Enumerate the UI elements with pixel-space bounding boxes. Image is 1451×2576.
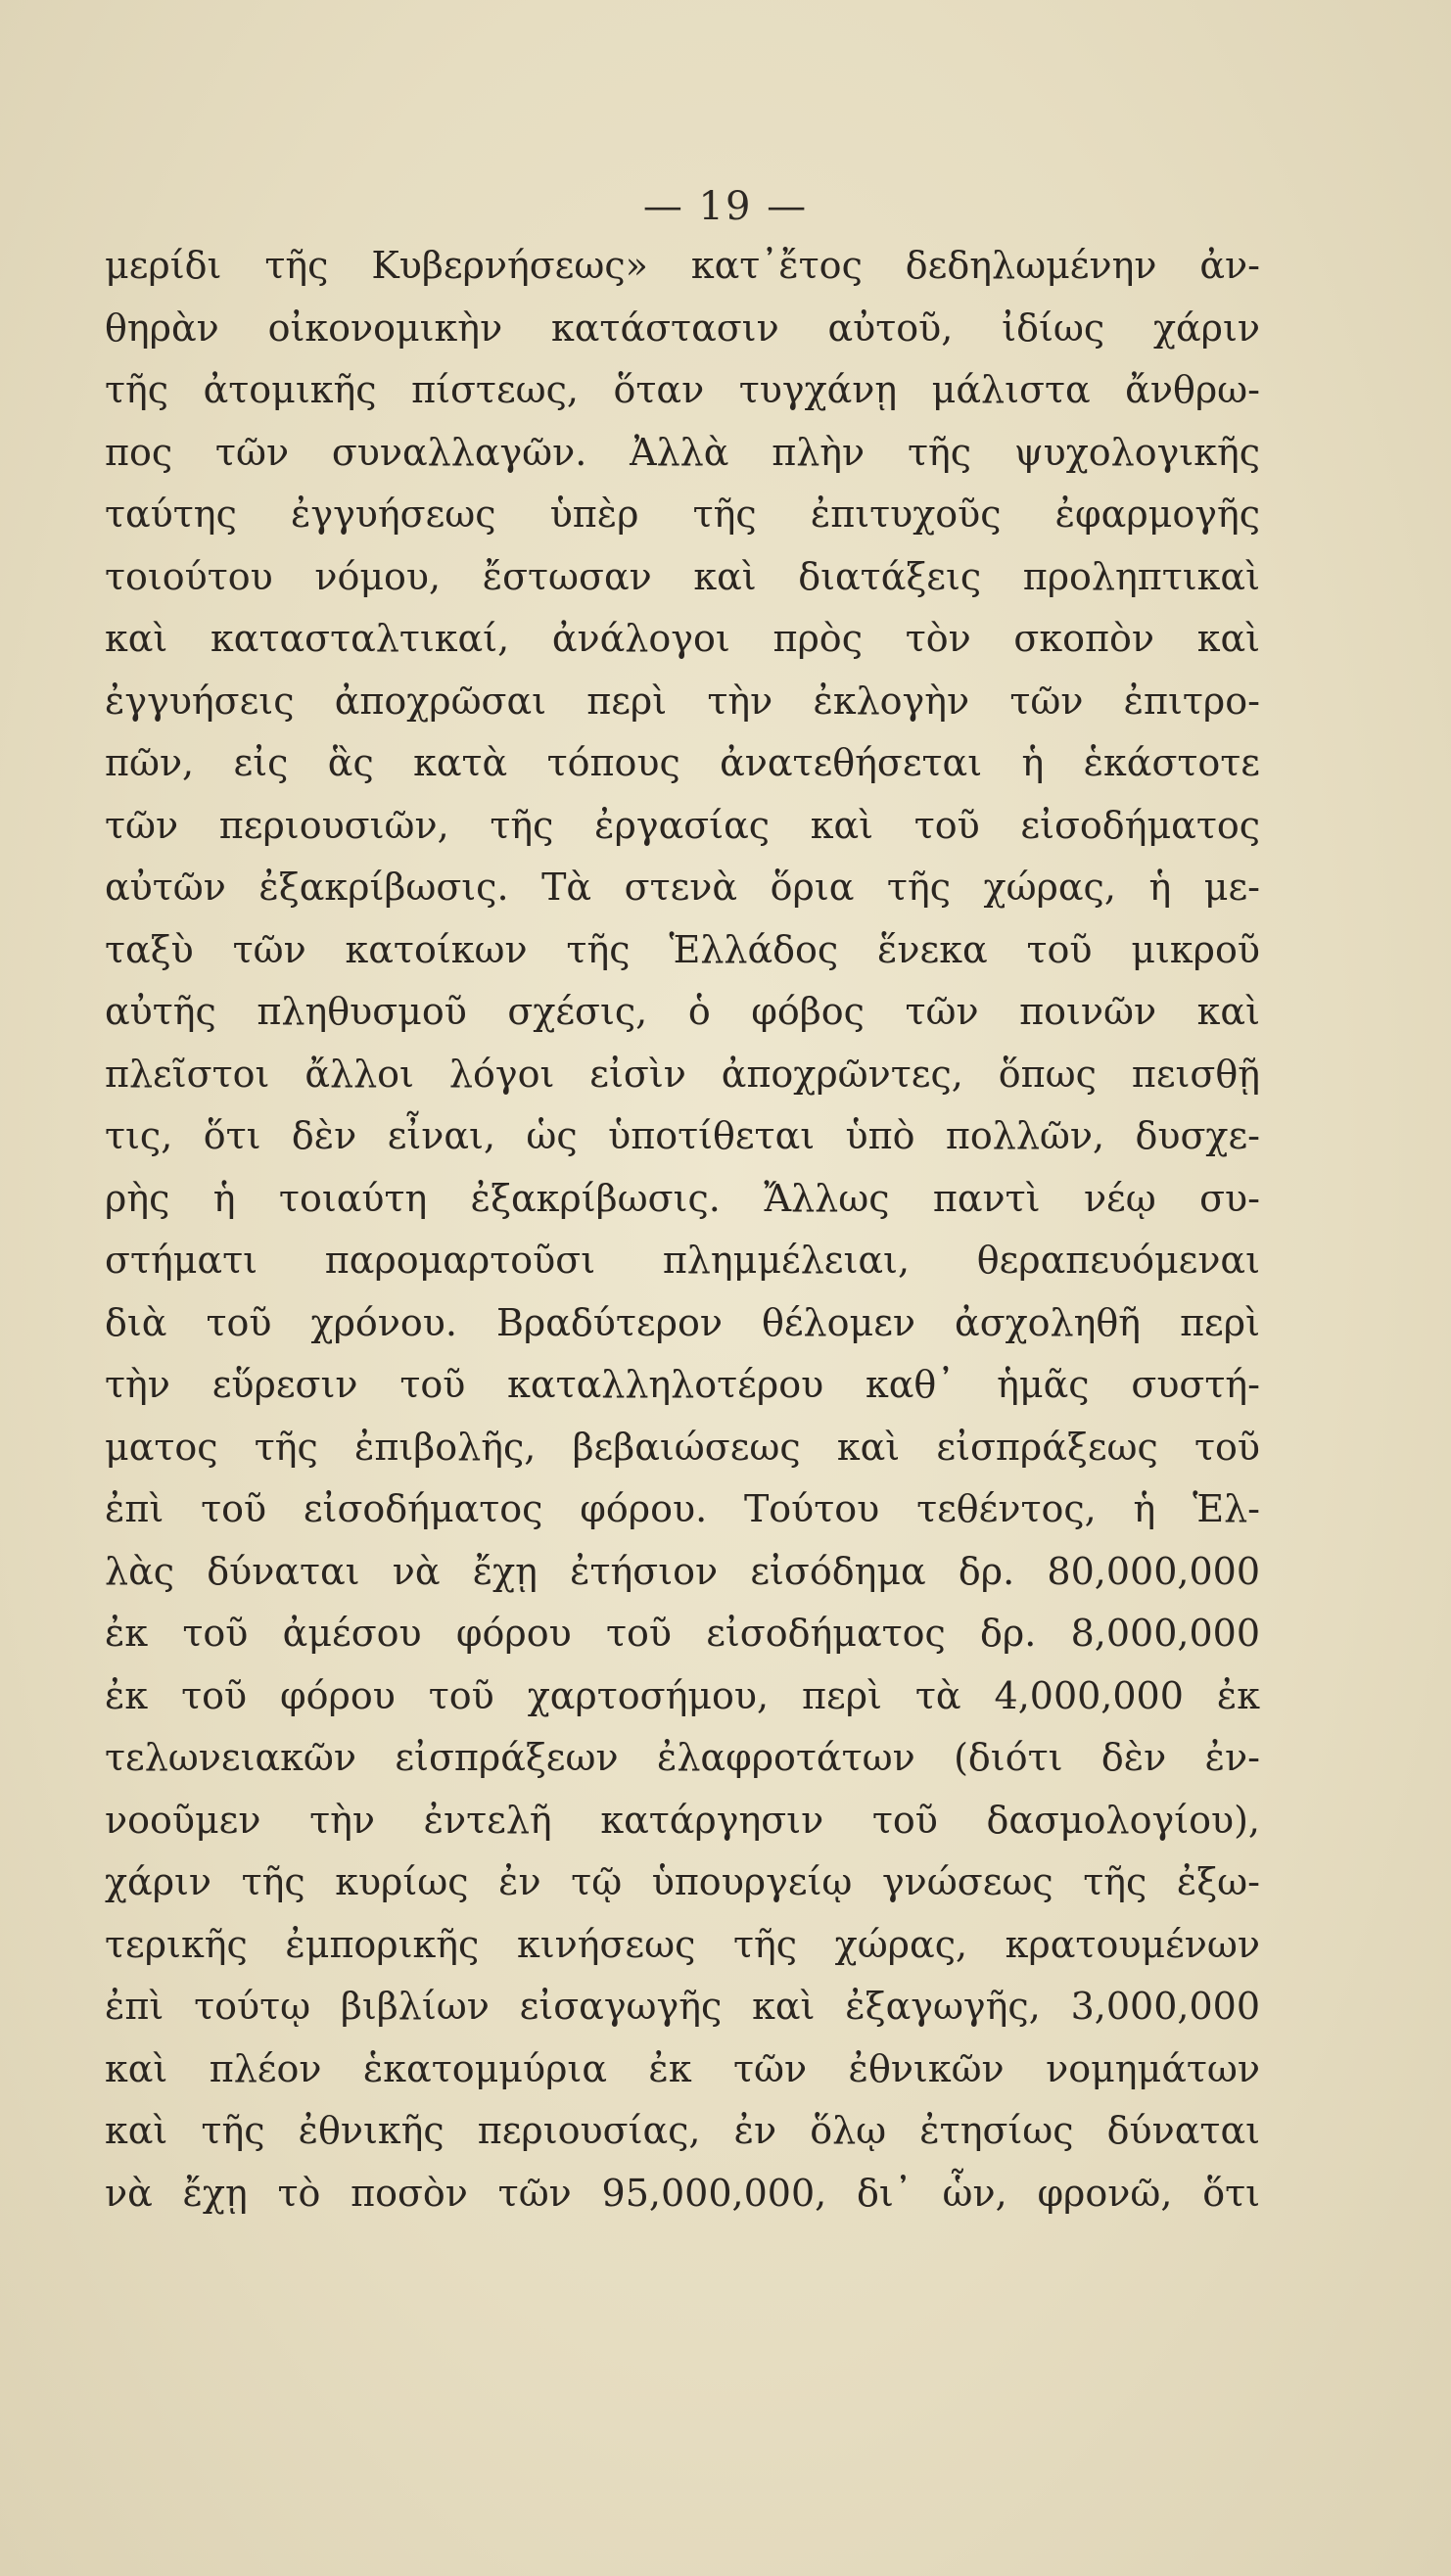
text-line: ταξὺ τῶν κατοίκων τῆς Ἑλλάδος ἕνεκα τοῦ μικροῦ [105, 927, 1260, 971]
page-number: — 19 — [642, 184, 809, 229]
text-line: ἐπὶ τούτῳ βιβλίων εἰσαγωγῆς καὶ ἐξαγωγῆς, 3,000,000 [105, 1985, 1260, 2028]
text-line: αὐτῶν ἐξακρίβωσις. Τὰ στενὰ ὅρια τῆς χώρας, ἡ με- [105, 866, 1260, 909]
text-line: τὴν εὕρεσιν τοῦ καταλληλοτέρου καθ᾽ ἡμᾶς συστή- [105, 1363, 1260, 1406]
text-line: πος τῶν συναλλαγῶν. Ἀλλὰ πλὴν τῆς ψυχολογικῆς [105, 430, 1260, 474]
text-line: τοιούτου νόμου, ἔστωσαν καὶ διατάξεις προληπτικαὶ [105, 554, 1260, 598]
text-line: ἐγγυήσεις ἀποχρῶσαι περὶ τὴν ἐκλογὴν τῶν ἐπιτρο- [105, 679, 1260, 723]
text-line: ρὴς ἡ τοιαύτη ἐξακρίβωσις. Ἄλλως παντὶ νέῳ συ- [105, 1176, 1260, 1220]
text-line: τις, ὅτι δὲν εἶναι, ὡς ὑποτίθεται ὑπὸ πολλῶν, δυσχε- [105, 1114, 1260, 1157]
text-line: ταύτης ἐγγυήσεως ὑπὲρ τῆς ἐπιτυχοῦς ἐφαρμογῆς [105, 492, 1260, 536]
text-line: καὶ τῆς ἐθνικῆς περιουσίας, ἐν ὅλῳ ἐτησίως δύναται [105, 2109, 1260, 2152]
text-line: ἐκ τοῦ φόρου τοῦ χαρτοσήμου, περὶ τὰ 4,000,000 ἐκ [105, 1673, 1260, 1717]
text-line: θηρὰν οἰκονομικὴν κατάστασιν αὐτοῦ, ἰδίως χάριν [105, 305, 1260, 350]
text-line: ματος τῆς ἐπιβολῆς, βεβαιώσεως καὶ εἰσπράξεως τοῦ [105, 1425, 1260, 1469]
text-line: καὶ κατασταλτικαί, ἀνάλογοι πρὸς τὸν σκοπὸν καὶ [105, 617, 1260, 660]
text-line: αὐτῆς πληθυσμοῦ σχέσις, ὁ φόβος τῶν ποινῶν καὶ [105, 990, 1260, 1033]
text-line: μερίδι τῆς Κυβερνήσεως» κατ᾽ἔτος δεδηλωμένην ἀν- [105, 244, 1260, 287]
text-line: πλεῖστοι ἄλλοι λόγοι εἰσὶν ἀποχρῶντες, ὅπως πεισθῇ [105, 1052, 1260, 1096]
text-line: τελωνειακῶν εἰσπράξεων ἐλαφροτάτων (διότι δὲν ἐν- [105, 1736, 1260, 1779]
text-line: ἐκ τοῦ ἀμέσου φόρου τοῦ εἰσοδήματος δρ. 8,000,000 [105, 1612, 1260, 1655]
text-line: τῶν περιουσιῶν, τῆς ἐργασίας καὶ τοῦ εἰσοδήματος [105, 803, 1260, 847]
text-line: ἐπὶ τοῦ εἰσοδήματος φόρου. Τούτου τεθέντος, ἡ Ἑλ- [105, 1487, 1260, 1530]
text-line: καὶ πλέον ἑκατομμύρια ἐκ τῶν ἐθνικῶν νομημάτων [105, 2046, 1260, 2090]
text-line: πῶν, εἰς ἃς κατὰ τόπους ἀνατεθήσεται ἡ ἑκάστοτε [105, 741, 1260, 784]
text-line: στήματι παρομαρτοῦσι πλημμέλειαι, θεραπευόμεναι [105, 1239, 1260, 1282]
body-text [105, 235, 1260, 2225]
text-line: χάριν τῆς κυρίως ἐν τῷ ὑπουργείῳ γνώσεως τῆς ἐξω- [105, 1860, 1260, 1903]
text-line: τῆς ἀτομικῆς πίστεως, ὅταν τυγχάνῃ μάλιστα ἄνθρω- [105, 368, 1260, 411]
text-line: τερικῆς ἐμπορικῆς κινήσεως τῆς χώρας, κρατουμένων [105, 1922, 1260, 1966]
text-line: νοοῦμεν τὴν ἐντελῆ κατάργησιν τοῦ δασμολογίου), [105, 1798, 1260, 1842]
text-line: λὰς δύναται νὰ ἔχῃ ἐτήσιον εἰσόδημα δρ. 80,000,000 [105, 1549, 1260, 1593]
text-line: διὰ τοῦ χρόνου. Βραδύτερον θέλομεν ἀσχοληθῆ περὶ [105, 1300, 1260, 1344]
text-line: νὰ ἔχῃ τὸ ποσὸν τῶν 95,000,000, δι᾽ ὧν, φρονῶ, ὅτι [105, 2171, 1260, 2215]
